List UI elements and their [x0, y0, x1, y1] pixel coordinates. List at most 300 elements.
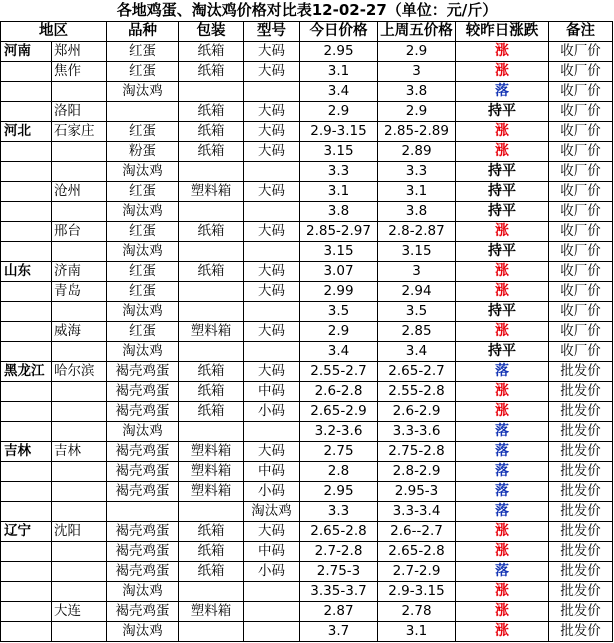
- cell-city: [52, 202, 107, 222]
- cell-packaging: 纸箱: [179, 262, 244, 282]
- cell-size: 大码: [244, 322, 300, 342]
- cell-note: 批发价: [549, 602, 613, 622]
- cell-today-price: 3.8: [300, 202, 378, 222]
- cell-province: 河南: [1, 42, 52, 62]
- cell-today-price: 2.65-2.9: [300, 402, 378, 422]
- cell-note: 收厂价: [549, 202, 613, 222]
- header-change: 较昨日涨跌: [456, 22, 549, 42]
- cell-change: 落: [456, 422, 549, 442]
- cell-packaging: 塑料箱: [179, 322, 244, 342]
- cell-packaging: [179, 82, 244, 102]
- cell-last-friday-price: 2.78: [378, 602, 456, 622]
- header-today-price: 今日价格: [300, 22, 378, 42]
- cell-change: 涨: [456, 322, 549, 342]
- cell-note: 收厂价: [549, 62, 613, 82]
- cell-size: 大码: [244, 142, 300, 162]
- cell-note: 收厂价: [549, 242, 613, 262]
- cell-change: 落: [456, 82, 549, 102]
- cell-province: 山东: [1, 262, 52, 282]
- table-row: [1, 162, 613, 182]
- cell-province: [1, 382, 52, 402]
- table-row: [1, 182, 613, 202]
- cell-today-price: 2.99: [300, 282, 378, 302]
- cell-note: 批发价: [549, 542, 613, 562]
- cell-today-price: 2.75-3: [300, 562, 378, 582]
- cell-last-friday-price: 3.15: [378, 242, 456, 262]
- cell-packaging: 塑料箱: [179, 462, 244, 482]
- cell-last-friday-price: 2.9: [378, 102, 456, 122]
- cell-variety: 红蛋: [107, 222, 179, 242]
- cell-city: [52, 562, 107, 582]
- cell-province: [1, 322, 52, 342]
- cell-note: 批发价: [549, 402, 613, 422]
- cell-size: 大码: [244, 282, 300, 302]
- cell-province: [1, 82, 52, 102]
- header-variety: 品种: [107, 22, 179, 42]
- cell-city: 沈阳: [52, 522, 107, 542]
- cell-size: [244, 202, 300, 222]
- cell-note: 批发价: [549, 622, 613, 642]
- cell-today-price: 2.7-2.8: [300, 542, 378, 562]
- cell-variety: 褐壳鸡蛋: [107, 462, 179, 482]
- cell-size: 大码: [244, 222, 300, 242]
- cell-packaging: 塑料箱: [179, 182, 244, 202]
- cell-last-friday-price: 2.85-2.89: [378, 122, 456, 142]
- cell-today-price: 3.35-3.7: [300, 582, 378, 602]
- cell-packaging: 纸箱: [179, 402, 244, 422]
- table-row: [1, 442, 613, 462]
- cell-last-friday-price: 2.65-2.8: [378, 542, 456, 562]
- cell-note: 收厂价: [549, 42, 613, 62]
- cell-today-price: 3.5: [300, 302, 378, 322]
- cell-last-friday-price: 2.8-2.9: [378, 462, 456, 482]
- cell-note: 批发价: [549, 442, 613, 462]
- cell-today-price: 3.15: [300, 242, 378, 262]
- cell-last-friday-price: 3.3: [378, 162, 456, 182]
- cell-city: 济南: [52, 262, 107, 282]
- cell-packaging: 纸箱: [179, 62, 244, 82]
- cell-size: 中码: [244, 542, 300, 562]
- cell-note: 批发价: [549, 522, 613, 542]
- cell-change: 持平: [456, 242, 549, 262]
- cell-note: 收厂价: [549, 142, 613, 162]
- cell-change: 持平: [456, 202, 549, 222]
- cell-variety: 淘汰鸡: [107, 582, 179, 602]
- cell-size: 大码: [244, 522, 300, 542]
- cell-city: [52, 622, 107, 642]
- cell-today-price: 2.9-3.15: [300, 122, 378, 142]
- table-row: [1, 102, 613, 122]
- table-row: [1, 342, 613, 362]
- cell-city: 郑州: [52, 42, 107, 62]
- table-row: [1, 82, 613, 102]
- cell-province: [1, 182, 52, 202]
- cell-size: [244, 422, 300, 442]
- cell-change: 涨: [456, 222, 549, 242]
- cell-note: 收厂价: [549, 322, 613, 342]
- cell-packaging: [179, 202, 244, 222]
- cell-today-price: 2.87: [300, 602, 378, 622]
- cell-last-friday-price: 3.1: [378, 622, 456, 642]
- cell-size: 大码: [244, 182, 300, 202]
- cell-note: 收厂价: [549, 102, 613, 122]
- cell-change: 涨: [456, 402, 549, 422]
- cell-variety: 褐壳鸡蛋: [107, 402, 179, 422]
- cell-province: [1, 142, 52, 162]
- cell-size: 中码: [244, 382, 300, 402]
- cell-note: 批发价: [549, 422, 613, 442]
- cell-note: 批发价: [549, 462, 613, 482]
- cell-change: 涨: [456, 262, 549, 282]
- table-row: [1, 562, 613, 582]
- cell-last-friday-price: 3: [378, 262, 456, 282]
- cell-variety: 淘汰鸡: [107, 302, 179, 322]
- cell-today-price: 3.07: [300, 262, 378, 282]
- cell-variety: 褐壳鸡蛋: [107, 482, 179, 502]
- cell-change: 持平: [456, 302, 549, 322]
- cell-last-friday-price: 3.1: [378, 182, 456, 202]
- cell-last-friday-price: 2.9-3.15: [378, 582, 456, 602]
- cell-city: 沧州: [52, 182, 107, 202]
- cell-today-price: 2.8: [300, 462, 378, 482]
- cell-change: 落: [456, 462, 549, 482]
- cell-packaging: 纸箱: [179, 382, 244, 402]
- cell-packaging: 塑料箱: [179, 482, 244, 502]
- cell-city: [52, 302, 107, 322]
- cell-change: 落: [456, 562, 549, 582]
- cell-variety: 褐壳鸡蛋: [107, 442, 179, 462]
- table-row: [1, 42, 613, 62]
- cell-city: 青岛: [52, 282, 107, 302]
- cell-province: [1, 202, 52, 222]
- cell-size: [244, 582, 300, 602]
- cell-change: 涨: [456, 382, 549, 402]
- cell-city: [52, 542, 107, 562]
- table-row: [1, 222, 613, 242]
- cell-change: 持平: [456, 102, 549, 122]
- header-note: 备注: [549, 22, 613, 42]
- cell-variety: 淘汰鸡: [107, 422, 179, 442]
- cell-city: [52, 462, 107, 482]
- table-row: [1, 362, 613, 382]
- cell-note: 收厂价: [549, 342, 613, 362]
- cell-packaging: 塑料箱: [179, 602, 244, 622]
- cell-change: 涨: [456, 582, 549, 602]
- cell-packaging: 纸箱: [179, 362, 244, 382]
- cell-size: 大码: [244, 42, 300, 62]
- cell-last-friday-price: 2.6--2.7: [378, 522, 456, 542]
- cell-province: 吉林: [1, 442, 52, 462]
- cell-packaging: 纸箱: [179, 42, 244, 62]
- cell-size: 大码: [244, 442, 300, 462]
- cell-last-friday-price: 3.3-3.4: [378, 502, 456, 522]
- cell-province: [1, 502, 52, 522]
- cell-city: 吉林: [52, 442, 107, 462]
- cell-note: 收厂价: [549, 282, 613, 302]
- cell-city: [52, 142, 107, 162]
- cell-variety: 淘汰鸡: [107, 82, 179, 102]
- cell-size: 淘汰鸡: [244, 502, 300, 522]
- cell-today-price: 2.6-2.8: [300, 382, 378, 402]
- cell-today-price: 3.3: [300, 502, 378, 522]
- cell-change: 涨: [456, 602, 549, 622]
- cell-packaging: 纸箱: [179, 102, 244, 122]
- cell-province: [1, 62, 52, 82]
- cell-today-price: 3.1: [300, 62, 378, 82]
- cell-today-price: 3.2-3.6: [300, 422, 378, 442]
- cell-change: 涨: [456, 622, 549, 642]
- cell-packaging: [179, 342, 244, 362]
- cell-change: 落: [456, 502, 549, 522]
- cell-variety: 褐壳鸡蛋: [107, 362, 179, 382]
- cell-last-friday-price: 3.5: [378, 302, 456, 322]
- table-body: [1, 42, 613, 642]
- cell-last-friday-price: 2.55-2.8: [378, 382, 456, 402]
- cell-packaging: 纸箱: [179, 562, 244, 582]
- cell-packaging: [179, 582, 244, 602]
- cell-size: [244, 342, 300, 362]
- cell-change: 持平: [456, 182, 549, 202]
- table-row: [1, 122, 613, 142]
- cell-size: [244, 162, 300, 182]
- cell-variety: 淘汰鸡: [107, 242, 179, 262]
- cell-city: [52, 482, 107, 502]
- table-row: [1, 282, 613, 302]
- cell-packaging: [179, 242, 244, 262]
- cell-last-friday-price: 2.85: [378, 322, 456, 342]
- cell-today-price: 2.85-2.97: [300, 222, 378, 242]
- cell-province: [1, 402, 52, 422]
- cell-city: [52, 422, 107, 442]
- cell-today-price: 2.9: [300, 102, 378, 122]
- cell-province: [1, 242, 52, 262]
- cell-today-price: 3.15: [300, 142, 378, 162]
- cell-city: 邢台: [52, 222, 107, 242]
- cell-packaging: 纸箱: [179, 142, 244, 162]
- cell-variety: 淘汰鸡: [107, 342, 179, 362]
- cell-size: 大码: [244, 122, 300, 142]
- cell-note: 批发价: [549, 562, 613, 582]
- price-table: [0, 21, 613, 642]
- table-row: [1, 482, 613, 502]
- cell-packaging: 纸箱: [179, 522, 244, 542]
- table-title: 各地鸡蛋、淘汰鸡价格对比表12-02-27（单位：元/斤）: [116, 1, 498, 19]
- cell-last-friday-price: 3.3-3.6: [378, 422, 456, 442]
- cell-city: [52, 162, 107, 182]
- cell-variety: 褐壳鸡蛋: [107, 382, 179, 402]
- cell-size: [244, 82, 300, 102]
- cell-note: 收厂价: [549, 222, 613, 242]
- cell-change: 落: [456, 362, 549, 382]
- cell-size: 小码: [244, 402, 300, 422]
- cell-variety: 褐壳鸡蛋: [107, 522, 179, 542]
- cell-city: 大连: [52, 602, 107, 622]
- table-row: [1, 602, 613, 622]
- cell-last-friday-price: 3.4: [378, 342, 456, 362]
- cell-note: 批发价: [549, 482, 613, 502]
- cell-packaging: [179, 162, 244, 182]
- header-region: 地区: [1, 22, 107, 42]
- cell-change: 涨: [456, 122, 549, 142]
- cell-province: [1, 222, 52, 242]
- cell-last-friday-price: 2.65-2.7: [378, 362, 456, 382]
- cell-size: 小码: [244, 482, 300, 502]
- cell-province: [1, 582, 52, 602]
- table-row: [1, 522, 613, 542]
- cell-size: 中码: [244, 462, 300, 482]
- cell-province: [1, 282, 52, 302]
- cell-change: 落: [456, 442, 549, 462]
- table-row: [1, 462, 613, 482]
- cell-note: 批发价: [549, 362, 613, 382]
- cell-city: [52, 582, 107, 602]
- cell-city: [52, 82, 107, 102]
- cell-note: 收厂价: [549, 182, 613, 202]
- cell-last-friday-price: 3.8: [378, 82, 456, 102]
- cell-today-price: 3.4: [300, 82, 378, 102]
- cell-province: [1, 462, 52, 482]
- cell-today-price: 2.95: [300, 482, 378, 502]
- cell-change: 涨: [456, 42, 549, 62]
- cell-last-friday-price: 2.95-3: [378, 482, 456, 502]
- cell-today-price: 2.55-2.7: [300, 362, 378, 382]
- cell-today-price: 2.9: [300, 322, 378, 342]
- cell-province: 黑龙江: [1, 362, 52, 382]
- table-row: [1, 502, 613, 522]
- cell-city: 石家庄: [52, 122, 107, 142]
- cell-size: 大码: [244, 62, 300, 82]
- cell-last-friday-price: 3: [378, 62, 456, 82]
- cell-variety: 红蛋: [107, 282, 179, 302]
- cell-change: 涨: [456, 542, 549, 562]
- cell-province: [1, 422, 52, 442]
- cell-province: [1, 602, 52, 622]
- cell-change: 涨: [456, 62, 549, 82]
- cell-today-price: 2.65-2.8: [300, 522, 378, 542]
- cell-variety: 红蛋: [107, 62, 179, 82]
- cell-size: [244, 242, 300, 262]
- cell-variety: 红蛋: [107, 182, 179, 202]
- cell-packaging: 纸箱: [179, 122, 244, 142]
- cell-packaging: [179, 422, 244, 442]
- cell-change: 涨: [456, 142, 549, 162]
- cell-city: [52, 502, 107, 522]
- cell-last-friday-price: 2.75-2.8: [378, 442, 456, 462]
- cell-packaging: [179, 502, 244, 522]
- cell-today-price: 3.7: [300, 622, 378, 642]
- header-last-friday-price: 上周五价格: [378, 22, 456, 42]
- cell-change: 涨: [456, 282, 549, 302]
- cell-city: [52, 402, 107, 422]
- table-row: [1, 622, 613, 642]
- table-row: [1, 422, 613, 442]
- cell-city: 威海: [52, 322, 107, 342]
- cell-change: 持平: [456, 342, 549, 362]
- cell-city: [52, 242, 107, 262]
- cell-variety: 红蛋: [107, 42, 179, 62]
- table-row: [1, 302, 613, 322]
- table-row: [1, 582, 613, 602]
- cell-province: 河北: [1, 122, 52, 142]
- cell-province: [1, 162, 52, 182]
- cell-change: 持平: [456, 162, 549, 182]
- cell-province: [1, 302, 52, 322]
- cell-variety: 褐壳鸡蛋: [107, 562, 179, 582]
- cell-variety: 红蛋: [107, 322, 179, 342]
- cell-province: [1, 542, 52, 562]
- table-row: [1, 542, 613, 562]
- cell-variety: [107, 102, 179, 122]
- cell-packaging: [179, 282, 244, 302]
- cell-variety: 淘汰鸡: [107, 622, 179, 642]
- table-row: [1, 202, 613, 222]
- cell-size: 大码: [244, 102, 300, 122]
- cell-last-friday-price: 2.7-2.9: [378, 562, 456, 582]
- cell-size: [244, 622, 300, 642]
- header-row: [1, 22, 613, 42]
- cell-variety: 红蛋: [107, 122, 179, 142]
- cell-last-friday-price: 2.6-2.9: [378, 402, 456, 422]
- cell-last-friday-price: 2.8-2.87: [378, 222, 456, 242]
- cell-today-price: 3.1: [300, 182, 378, 202]
- cell-note: 收厂价: [549, 122, 613, 142]
- cell-change: 涨: [456, 522, 549, 542]
- cell-today-price: 2.95: [300, 42, 378, 62]
- cell-today-price: 2.75: [300, 442, 378, 462]
- cell-province: [1, 102, 52, 122]
- cell-packaging: 纸箱: [179, 542, 244, 562]
- cell-last-friday-price: 2.89: [378, 142, 456, 162]
- table-row: [1, 262, 613, 282]
- cell-variety: [107, 502, 179, 522]
- cell-city: [52, 382, 107, 402]
- cell-variety: 褐壳鸡蛋: [107, 542, 179, 562]
- cell-note: 批发价: [549, 382, 613, 402]
- cell-variety: 淘汰鸡: [107, 162, 179, 182]
- table-row: [1, 142, 613, 162]
- cell-province: 辽宁: [1, 522, 52, 542]
- cell-variety: 红蛋: [107, 262, 179, 282]
- cell-city: 哈尔滨: [52, 362, 107, 382]
- table-row: [1, 402, 613, 422]
- cell-size: 小码: [244, 562, 300, 582]
- cell-variety: 褐壳鸡蛋: [107, 602, 179, 622]
- cell-note: 批发价: [549, 502, 613, 522]
- header-packaging: 包装: [179, 22, 244, 42]
- cell-today-price: 3.3: [300, 162, 378, 182]
- cell-size: 大码: [244, 362, 300, 382]
- cell-province: [1, 622, 52, 642]
- cell-size: 大码: [244, 262, 300, 282]
- cell-city: 焦作: [52, 62, 107, 82]
- table-row: [1, 382, 613, 402]
- header-size: 型号: [244, 22, 300, 42]
- table-row: [1, 62, 613, 82]
- table-row: [1, 242, 613, 262]
- cell-change: 落: [456, 482, 549, 502]
- cell-size: [244, 602, 300, 622]
- cell-packaging: 塑料箱: [179, 442, 244, 462]
- cell-size: [244, 302, 300, 322]
- table-row: [1, 322, 613, 342]
- cell-note: 收厂价: [549, 302, 613, 322]
- cell-note: 收厂价: [549, 262, 613, 282]
- cell-province: [1, 342, 52, 362]
- cell-province: [1, 562, 52, 582]
- cell-packaging: [179, 302, 244, 322]
- cell-note: 批发价: [549, 582, 613, 602]
- cell-note: 收厂价: [549, 82, 613, 102]
